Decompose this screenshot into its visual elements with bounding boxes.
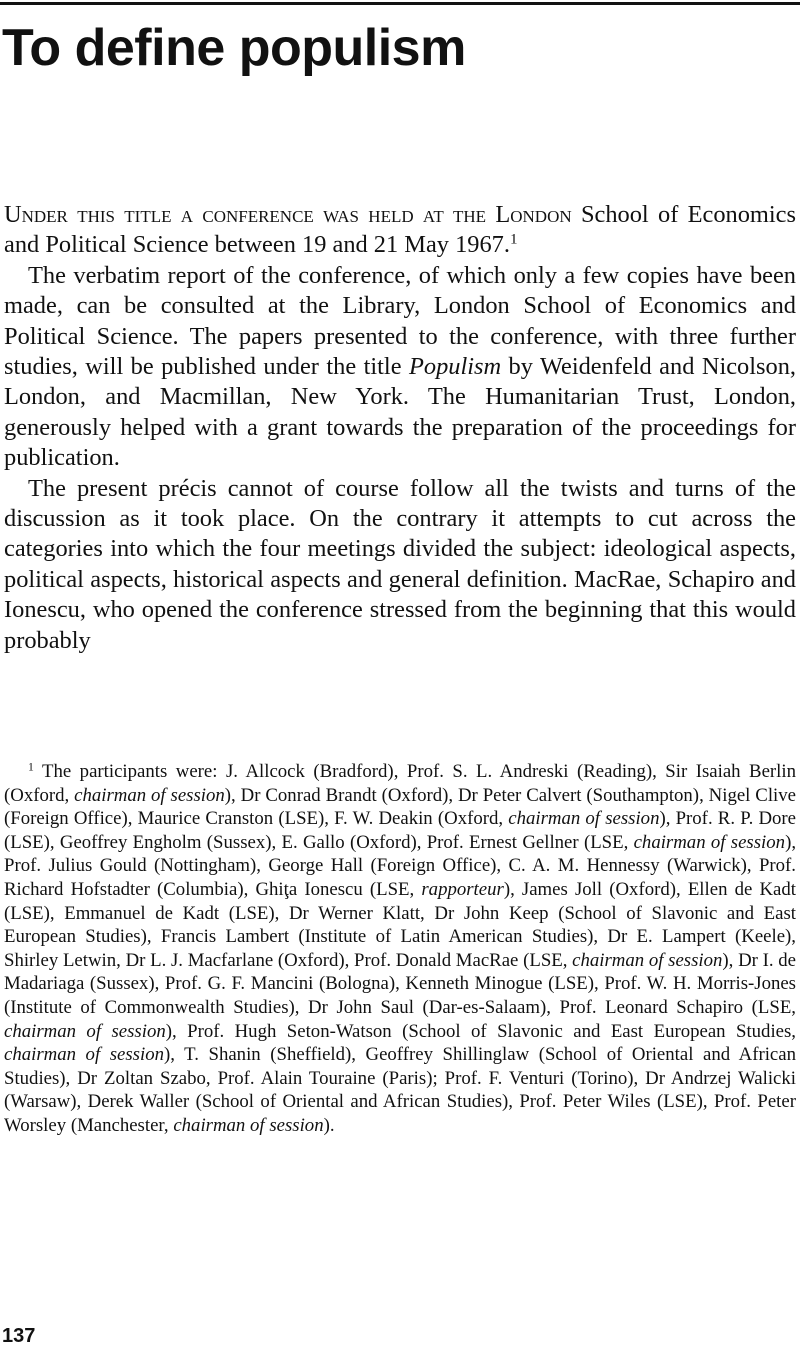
paragraph-2 <box>4 261 796 474</box>
top-rule <box>0 2 800 5</box>
footnote-marker: 1 <box>28 760 34 774</box>
paragraph-3 <box>4 474 796 656</box>
footnote-segment: ), James Joll (Oxford), Ellen de Kadt (LSE), Emmanuel de Kadt (LSE), Dr Werner Klatt, Dr John Keep (School of Slavonic and East European Studies), Francis Lambert (Institute of Latin American Studies), Dr E. Lampert (Keele), Shirley Letwin, Dr L. J. Macfarlane (Oxford), Prof. Donald MacRae (LSE, <box>4 878 796 971</box>
footnote-role: chairman of session <box>4 1020 166 1042</box>
footnote-1 <box>4 760 796 1138</box>
footnote-role: rapporteur <box>421 878 504 900</box>
footnote-role: chairman of session <box>572 949 723 971</box>
paragraph-2-text-b: by Weidenfeld and Nicolson, London, and Macmillan, New York. The Humanitarian Trust, London, generously helped with a grant towards the preparation of the proceedings for publication. <box>4 353 796 472</box>
footnote-role: chairman of session <box>173 1114 324 1136</box>
footnote-segment: ), Prof. Julius Gould (Nottingham), George Hall (Foreign Office), C. A. M. Hennessy (Warwick), Prof. Richard Hofstadter (Columbia), Ghiţa Ionescu (LSE, <box>4 831 797 900</box>
footnote-segment: ), Prof. R. P. Dore (LSE), Geoffrey Engholm (Sussex), E. Gallo (Oxford), Prof. Ernest Gellner (LSE, <box>4 808 796 853</box>
footnote-role: chairman of session <box>508 808 660 830</box>
footnote-role: chairman of session <box>74 784 225 806</box>
footnote-role: chairman of session <box>633 831 786 853</box>
footnote-reference: 1 <box>509 232 518 249</box>
footnote-segment: ), Dr I. de Madariaga (Sussex), Prof. G. F. Mancini (Bologna), Kenneth Minogue (LSE), Prof. W. H. Morris-Jones (Institute of Commonwealth Studies), Dr John Saul (Dar-es-Salaam), Prof. Leonard Schapiro (LSE, <box>4 949 796 1018</box>
footnote-segment: ), Dr Conrad Brandt (Oxford), Dr Peter Calvert (Southampton), Nigel Clive (Foreign Office), Maurice Cranston (LSE), F. W. Deakin (Oxford, <box>4 784 796 830</box>
footnotes <box>4 760 796 1138</box>
footnote-segment: ), T. Shanin (Sheffield), Geoffrey Shillinglaw (School of Oriental and African Studies), Dr Zoltan Szabo, Prof. Alain Touraine (Paris); Prof. F. Venturi (Torino), Dr Andrzej Walicki (Warsaw), Derek Waller (School of Oriental and African Studies), Prof. Peter Wiles (LSE), Prof. Peter Worsley (Manchester, <box>4 1044 796 1136</box>
paragraph-2-text-a: The verbatim report of the conference, of which only a few copies have been made, can be consulted at the Library, London School of Economics and Political Science. The papers presented to the conference, with three further studies, will be published under the title <box>4 261 796 381</box>
paragraph-1-text: School of Economics and Political Science between 19 and 21 May 1967. <box>4 201 796 259</box>
footnote-segment: ). <box>323 1114 335 1136</box>
article-body <box>4 200 796 656</box>
paragraph-1-lead: Under this title a conference was held at the London <box>4 201 572 228</box>
page-number: 137 <box>2 1325 36 1347</box>
footnote-segment: ), Prof. Hugh Seton-Watson (School of Slavonic and East European Studies, <box>165 1020 797 1042</box>
paragraph-3-text: The present précis cannot of course follow all the twists and turns of the discussion as it took place. On the contrary it attempts to cut across the categories into which the four meetings divided the subject: ideological aspects, political aspects, historical aspects and general definition. MacRae, Schapiro and Ionescu, who opened the conference stressed from the beginning that this would probably <box>4 474 796 654</box>
paragraph-1 <box>4 200 796 261</box>
book-title: Populism <box>408 353 502 381</box>
article-title: To define populism <box>2 19 466 77</box>
footnote-role: chairman of session <box>4 1044 164 1066</box>
footnote-segment: The participants were: J. Allcock (Bradford), Prof. S. L. Andreski (Reading), Sir Isaiah Berlin (Oxford, <box>4 761 796 806</box>
